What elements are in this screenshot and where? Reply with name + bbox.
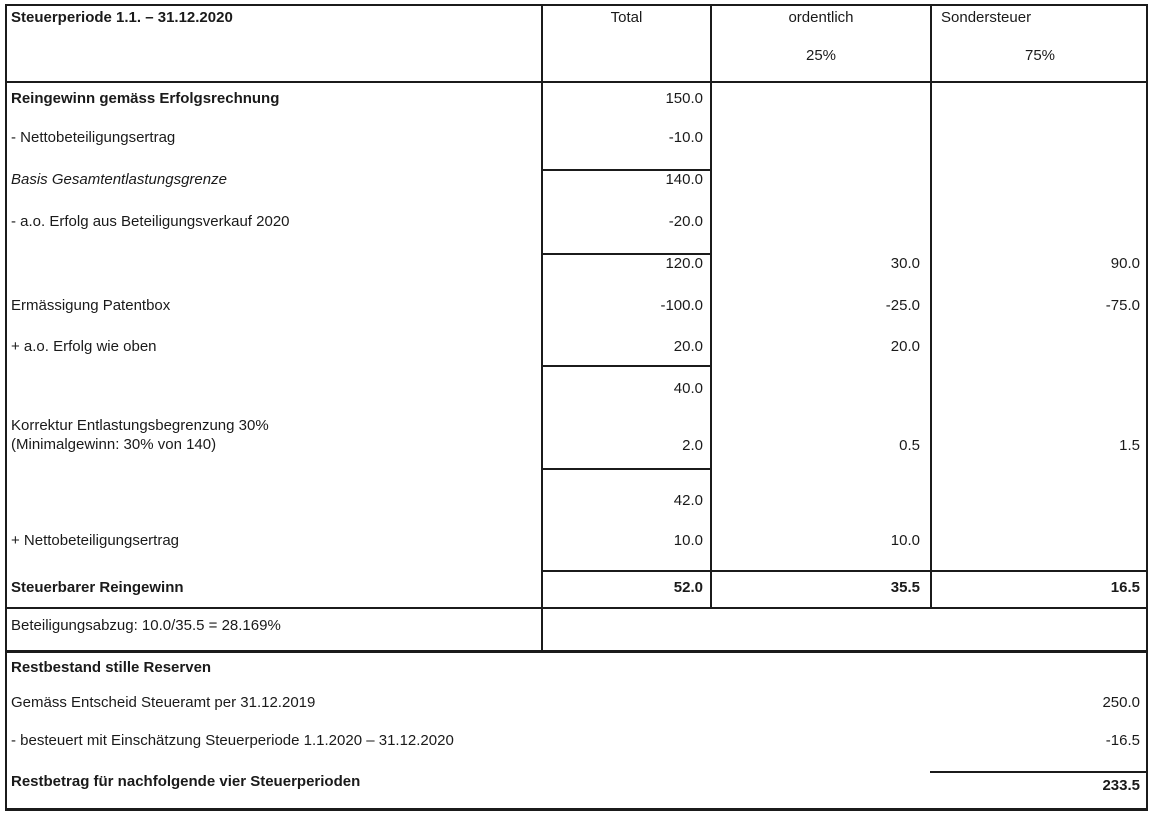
reserves-row-label: - besteuert mit Einschätzung Steuerperiode 1.1.2020 – 31.12.2020 bbox=[11, 732, 454, 749]
period-label: Steuerperiode 1.1. – 31.12.2020 bbox=[11, 9, 233, 26]
row-value-total: 10.0 bbox=[673, 532, 703, 549]
grid-hline-subtotal-3 bbox=[541, 365, 712, 367]
row-value-total: 42.0 bbox=[673, 492, 703, 509]
row-value-total: 20.0 bbox=[673, 338, 703, 355]
grid-hline-above-remainder bbox=[930, 771, 1148, 773]
reserves-row-label: Restbetrag für nachfolgende vier Steuerperioden bbox=[11, 773, 361, 790]
row-value-special: -75.0 bbox=[1105, 297, 1140, 314]
grid-hline-section-divider bbox=[5, 650, 1148, 653]
reserves-row-label: Gemäss Entscheid Steueramt per 31.12.2019 bbox=[11, 694, 316, 711]
row-value-ordinary: 35.5 bbox=[890, 579, 920, 596]
participation-deduction-note: Beteiligungsabzug: 10.0/35.5 = 28.169% bbox=[11, 617, 281, 634]
rate-ordinary: 25% bbox=[805, 47, 837, 64]
row-value-ordinary: 10.0 bbox=[890, 532, 920, 549]
reserves-row-value: -16.5 bbox=[1105, 732, 1140, 749]
reserves-row-value: 233.5 bbox=[1102, 777, 1140, 794]
reserves-row-value: 250.0 bbox=[1102, 694, 1140, 711]
row-label: - a.o. Erfolg aus Beteiligungsverkauf 2020 bbox=[11, 213, 290, 230]
row-value-total: 2.0 bbox=[682, 437, 703, 454]
row-label: Steuerbarer Reingewinn bbox=[11, 579, 184, 596]
grid-hline-subtotal-4 bbox=[541, 468, 712, 470]
column-header-total: Total bbox=[610, 9, 643, 26]
row-value-total: 150.0 bbox=[665, 90, 703, 107]
row-value-ordinary: 20.0 bbox=[890, 338, 920, 355]
row-value-total: 120.0 bbox=[665, 255, 703, 272]
reserves-section-title: Restbestand stille Reserven bbox=[11, 659, 212, 676]
row-label: Basis Gesamtentlastungsgrenze bbox=[11, 171, 227, 188]
rate-special: 75% bbox=[1024, 47, 1056, 64]
column-header-special: Sondersteuer bbox=[941, 9, 1032, 26]
row-value-special: 1.5 bbox=[1119, 437, 1140, 454]
row-value-total: 40.0 bbox=[673, 380, 703, 397]
row-label-line2: (Minimalgewinn: 30% von 140) bbox=[11, 436, 217, 453]
column-header-ordinary: ordentlich bbox=[788, 9, 854, 26]
row-label: Ermässigung Patentbox bbox=[11, 297, 171, 314]
grid-hline-header-bottom bbox=[5, 81, 1148, 83]
grid-hline-below-taxable-profit bbox=[5, 607, 1148, 609]
table-outer-border bbox=[5, 4, 1148, 811]
row-label: - Nettobeteiligungsertrag bbox=[11, 129, 176, 146]
row-value-ordinary: -25.0 bbox=[885, 297, 920, 314]
row-value-total: -10.0 bbox=[668, 129, 703, 146]
row-label: + a.o. Erfolg wie oben bbox=[11, 338, 157, 355]
grid-vline-special-left bbox=[930, 4, 932, 609]
row-value-total: 52.0 bbox=[673, 579, 703, 596]
row-label: Korrektur Entlastungsbegrenzung 30% bbox=[11, 417, 269, 434]
row-value-ordinary: 0.5 bbox=[899, 437, 920, 454]
row-value-total: -100.0 bbox=[660, 297, 703, 314]
row-label: Reingewinn gemäss Erfolgsrechnung bbox=[11, 90, 280, 107]
row-value-special: 16.5 bbox=[1110, 579, 1140, 596]
row-value-ordinary: 30.0 bbox=[890, 255, 920, 272]
grid-vline-ordinary-left bbox=[710, 4, 712, 609]
row-label: + Nettobeteiligungsertrag bbox=[11, 532, 180, 549]
row-value-special: 90.0 bbox=[1110, 255, 1140, 272]
grid-hline-above-taxable-profit bbox=[541, 570, 1148, 572]
row-value-total: 140.0 bbox=[665, 171, 703, 188]
row-value-total: -20.0 bbox=[668, 213, 703, 230]
grid-vline-total-left bbox=[541, 4, 543, 652]
